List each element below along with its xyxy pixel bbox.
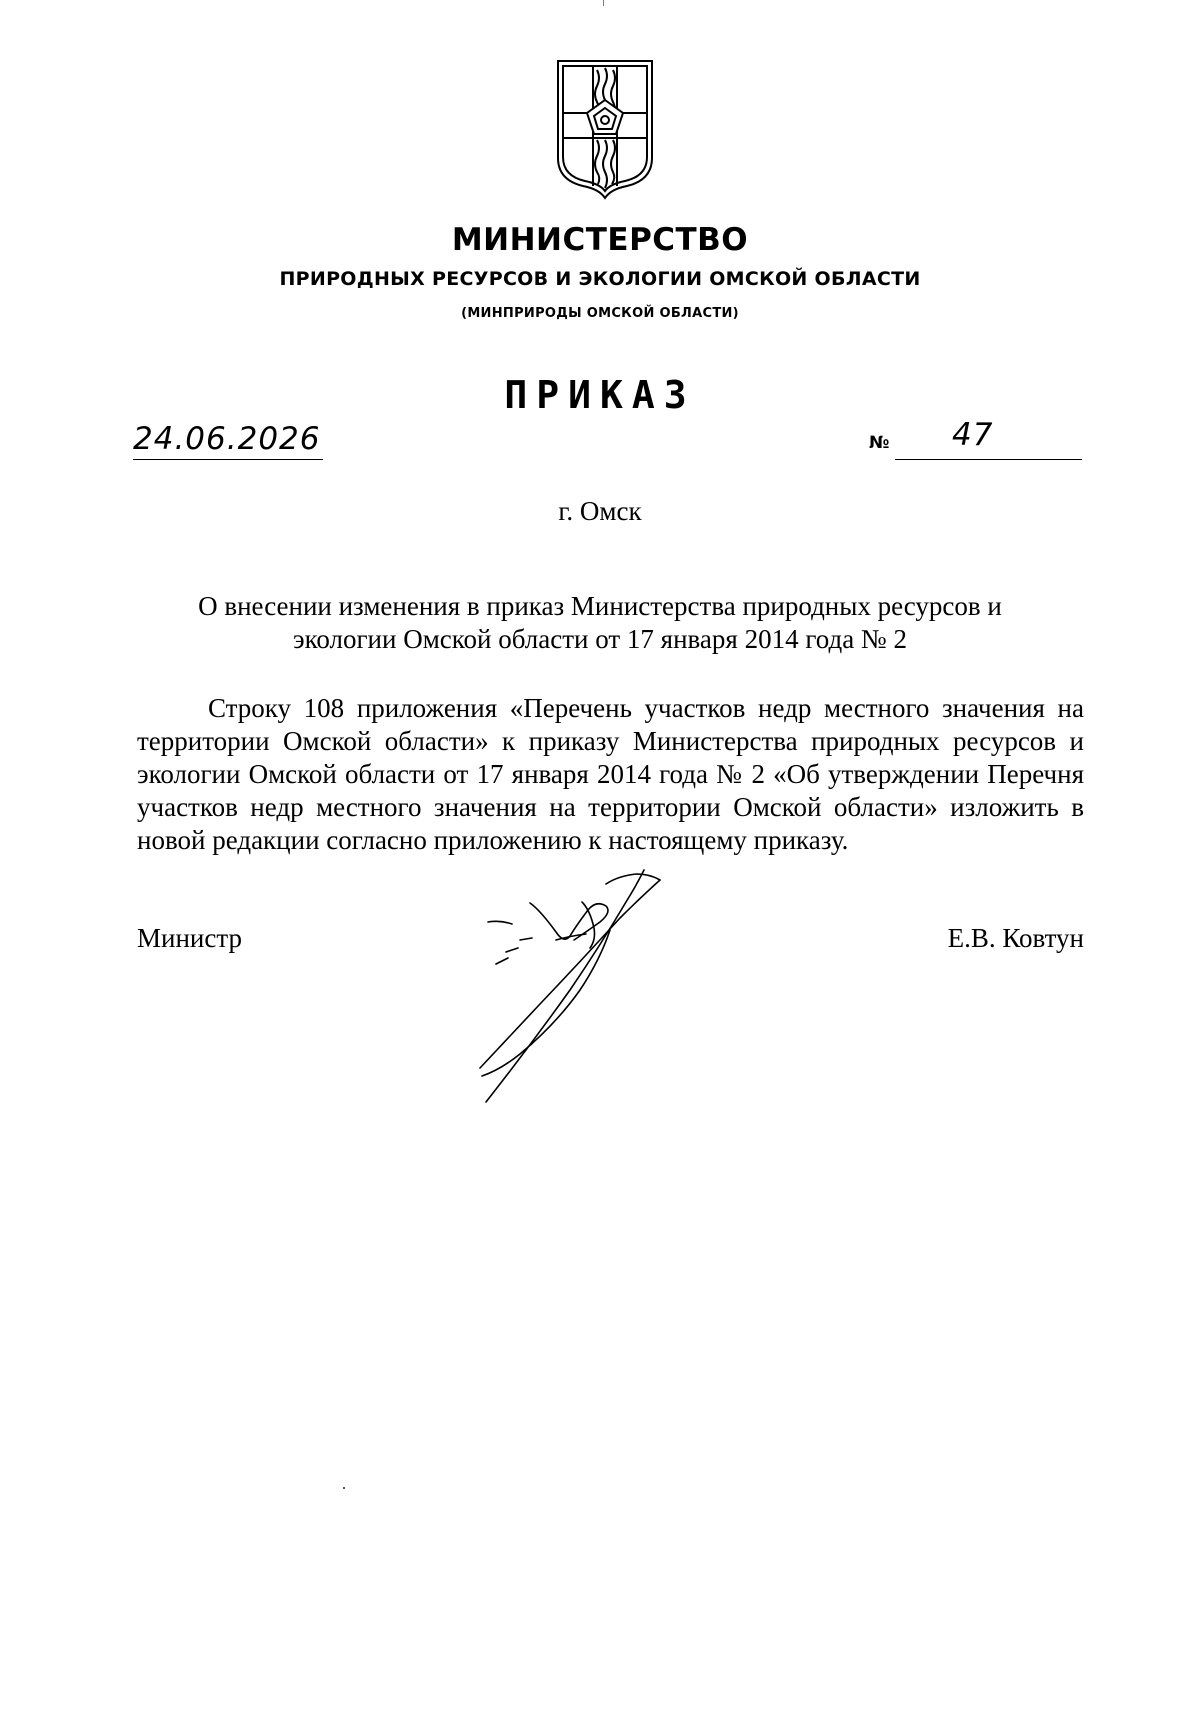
order-date: 24.06.2026 xyxy=(133,421,321,457)
signer-position: Министр xyxy=(137,923,242,953)
scan-speck-top xyxy=(603,0,604,6)
ministry-subtitle: ПРИРОДНЫХ РЕСУРСОВ И ЭКОЛОГИИ ОМСКОЙ ОБЛАСТИ xyxy=(279,268,921,290)
scan-speck xyxy=(343,1487,345,1489)
coat-of-arms-icon xyxy=(555,58,655,200)
order-number: 47 xyxy=(952,417,994,453)
signature-icon xyxy=(460,840,740,1110)
ministry-heading: МИНИСТЕРСТВО xyxy=(451,222,749,258)
order-date-field xyxy=(133,421,323,460)
document-type: ПРИКАЗ xyxy=(504,373,696,417)
signer-name: Е.В. Ковтун xyxy=(947,923,1084,953)
order-number-label: № xyxy=(869,433,890,453)
city: г. Омск xyxy=(558,496,642,526)
ministry-abbreviation: (МИНПРИРОДЫ ОМСКОЙ ОБЛАСТИ) xyxy=(461,306,739,321)
document-title: О внесении изменения в приказ Министерства природных ресурсов и экологии Омской области от 17 января 2014 года № 2 xyxy=(198,591,1002,654)
body-paragraph: Строку 108 приложения «Перечень участков недр местного значения на территории Омской области» к приказу Министерства природных ресурсов и экологии Омской области от 17 января 2014 года № 2 «Об утверждении Перечня участков недр местного значения на территории Омской области» изложить в новой редакции согласно приложению к настоящему приказу. xyxy=(137,693,1084,855)
order-number-field xyxy=(895,417,1082,460)
